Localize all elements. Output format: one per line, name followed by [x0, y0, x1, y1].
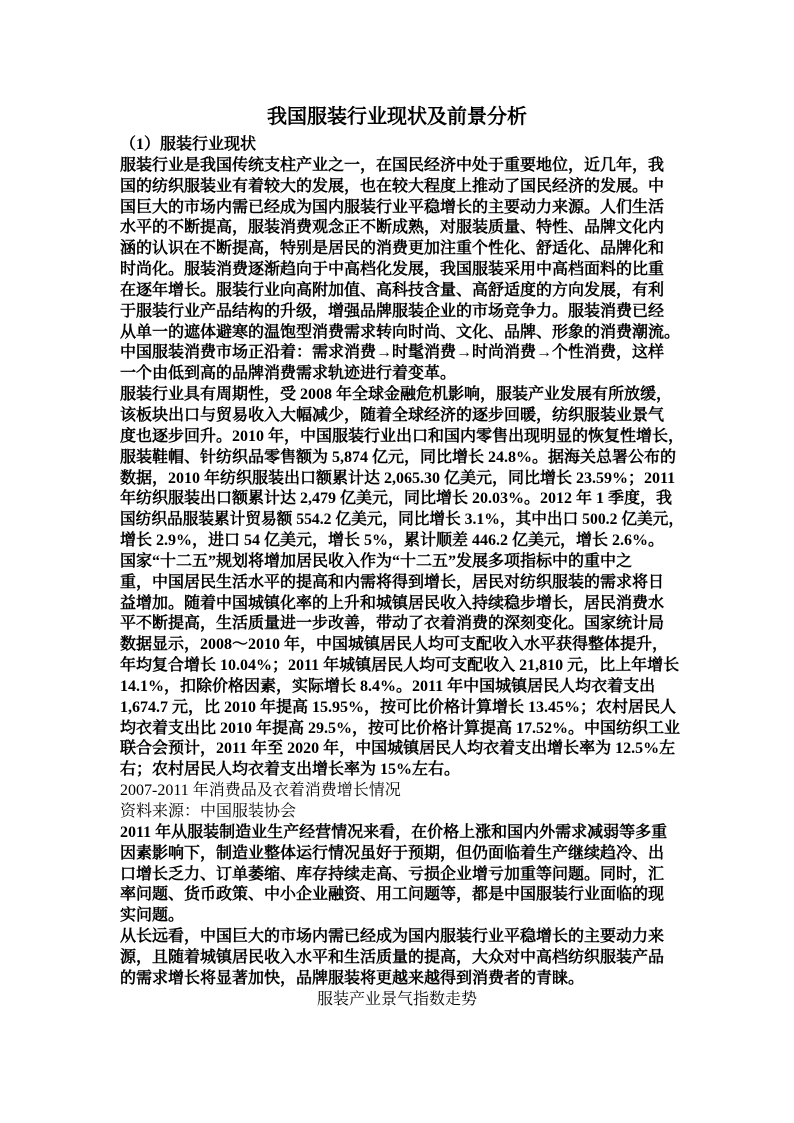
- paragraph-2-line-1: 服装行业具有周期性，受 2008 年全球金融危机影响，服装产业发展有所放缓，: [120, 386, 673, 404]
- paragraph-2-line-4: 服装鞋帽、针纺织品零售额为 5,874 亿元，同比增长 24.8%。据海关总署公布的: [120, 448, 677, 466]
- paragraph-4-line-4: 率问题、货币政策、中小企业融资、用工问题等，都是中国服装行业面临的现: [120, 886, 665, 904]
- paragraph-2-line-2: 该板块出口与贸易收入大幅减少，随着全球经济的逐步回暖，纺织服装业景气: [120, 406, 665, 424]
- document-title: 我国服装行业现状及前景分析: [267, 106, 527, 128]
- paragraph-1-line-5: 涵的认识在不断提高，特别是居民的消费更加注重个性化、舒适化、品牌化和: [120, 240, 665, 258]
- paragraph-3-line-11: 右；农村居民人均衣着支出增长率为 15%左右。: [120, 761, 461, 779]
- paragraph-4-line-1: 2011 年从服装制造业生产经营情况来看，在价格上涨和国内外需求减弱等多重: [120, 823, 668, 841]
- paragraph-1-line-6: 时尚化。服装消费逐渐趋向于中高档化发展，我国服装采用中高档面料的比重: [120, 261, 665, 279]
- figure-source: 资料来源：中国服装协会: [120, 803, 297, 820]
- paragraph-1-line-7: 在逐年增长。服装行业向高附加值、高科技含量、高舒适度的方向发展，有利: [120, 281, 665, 299]
- paragraph-3-line-6: 年均复合增长 10.04%；2011 年城镇居民人均可支配收入 21,810 元，比上年增长: [120, 657, 680, 675]
- paragraph-4-line-3: 口增长乏力、订单萎缩、库存持续走高、亏损企业增亏加重等问题。同时，汇: [120, 865, 665, 883]
- paragraph-2-line-3: 度也逐步回升。2010 年，中国服装行业出口和国内零售出现明显的恢复性增长，: [120, 427, 685, 445]
- paragraph-2-line-8: 增长 2.9%，进口 54 亿美元，增长 5%，累计顺差 446.2 亿美元，增长 2.6%。: [120, 532, 665, 550]
- document-body: [120, 135, 684, 1010]
- figure-caption-prosperity-index: 服装产业景气指数走势: [316, 990, 477, 1008]
- paragraph-1: [120, 156, 684, 385]
- paragraph-5-line-3: 的需求增长将显著加快，品牌服装将更越来越得到消费者的青睐。: [120, 969, 585, 987]
- paragraph-2-line-6: 年纺织服装出口额累计达 2,479 亿美元，同比增长 20.03%。2012 年 1 季度，我: [120, 490, 673, 508]
- paragraph-1-line-3: 国巨大的市场内需已经成为国内服装行业平稳增长的主要动力来源。人们生活: [120, 198, 665, 216]
- paragraph-1-line-9: 从单一的遮体避寒的温饱型消费需求转向时尚、文化、品牌、形象的消费潮流。: [120, 323, 681, 341]
- paragraph-1-line-11: 一个由低到高的品牌消费需求轨迹进行着变革。: [120, 365, 457, 383]
- paragraph-3-line-3: 益增加。随着中国城镇化率的上升和城镇居民收入持续稳步增长，居民消费水: [120, 594, 665, 612]
- paragraph-1-line-1: 服装行业是我国传统支柱产业之一，在国民经济中处于重要地位，近几年，我: [120, 156, 665, 174]
- paragraph-3-line-10: 联合会预计，2011 年至 2020 年，中国城镇居民人均衣着支出增长率为 12.5%左: [120, 740, 676, 758]
- section-heading: （1）服装行业现状: [120, 136, 257, 153]
- paragraph-5-line-1: 从长远看，中国巨大的市场内需已经成为国内服装行业平稳增长的主要动力来: [120, 928, 665, 946]
- paragraph-3-line-4: 平不断提高，生活质量进一步改善，带动了衣着消费的深刻变化。国家统计局: [120, 615, 665, 633]
- paragraph-5-line-2: 源，且随着城镇居民收入水平和生活质量的提高，大众对中高档纺织服装产品: [120, 948, 665, 966]
- paragraph-5: [120, 927, 684, 990]
- paragraph-2-line-5: 数据，2010 年纺织服装出口额累计达 2,065.30 亿美元，同比增长 23.59%；2011: [120, 469, 676, 487]
- paragraph-4: [120, 823, 684, 927]
- paragraph-3-line-2: 重，中国居民生活水平的提高和内需将得到增长，居民对纺织服装的需求将日: [120, 573, 665, 591]
- paragraph-3-line-8: 1,674.7 元，比 2010 年提高 15.95%，按可比价格计算增长 13.45%；农村居民人: [120, 698, 677, 716]
- paragraph-1-line-2: 国的纺织服装业有着较大的发展，也在较大程度上推动了国民经济的发展。中: [120, 177, 665, 195]
- paragraph-1-line-4: 水平的不断提高，服装消费观念正不断成熟，对服装质量、特性、品牌文化内: [120, 219, 665, 237]
- paragraph-2-line-7: 国纺织品服装累计贸易额 554.2 亿美元，同比增长 3.1%，其中出口 500.2 亿美元，: [120, 511, 685, 529]
- figure-caption-consumption-growth: 2007-2011 年消费品及衣着消费增长情况: [120, 782, 401, 800]
- paragraph-3-line-7: 14.1%，扣除价格因素，实际增长 8.4%。2011 年中国城镇居民人均衣着支出: [120, 677, 656, 695]
- paragraph-2: [120, 385, 684, 552]
- paragraph-1-line-10: 中国服装消费市场正沿着：需求消费→时髦消费→时尚消费→个性消费，这样: [120, 344, 665, 362]
- paragraph-3-line-5: 数据显示，2008～2010 年，中国城镇居民人均可支配收入水平获得整体提升，: [120, 636, 669, 654]
- paragraph-3: [120, 552, 684, 781]
- paragraph-4-line-5: 实问题。: [120, 907, 185, 925]
- paragraph-4-line-2: 因素影响下，制造业整体运行情况虽好于预期，但仍面临着生产继续趋冷、出: [120, 844, 665, 862]
- paragraph-1-line-8: 于服装行业产品结构的升级，增强品牌服装企业的市场竞争力。服装消费已经: [120, 302, 665, 320]
- paragraph-3-line-1: 国家“十二五”规划将增加居民收入作为“十二五”发展多项指标中的重中之: [120, 552, 633, 570]
- paragraph-3-line-9: 均衣着支出比 2010 年提高 29.5%，按可比价格计算提高 17.52%。中国纺织工业: [120, 719, 681, 737]
